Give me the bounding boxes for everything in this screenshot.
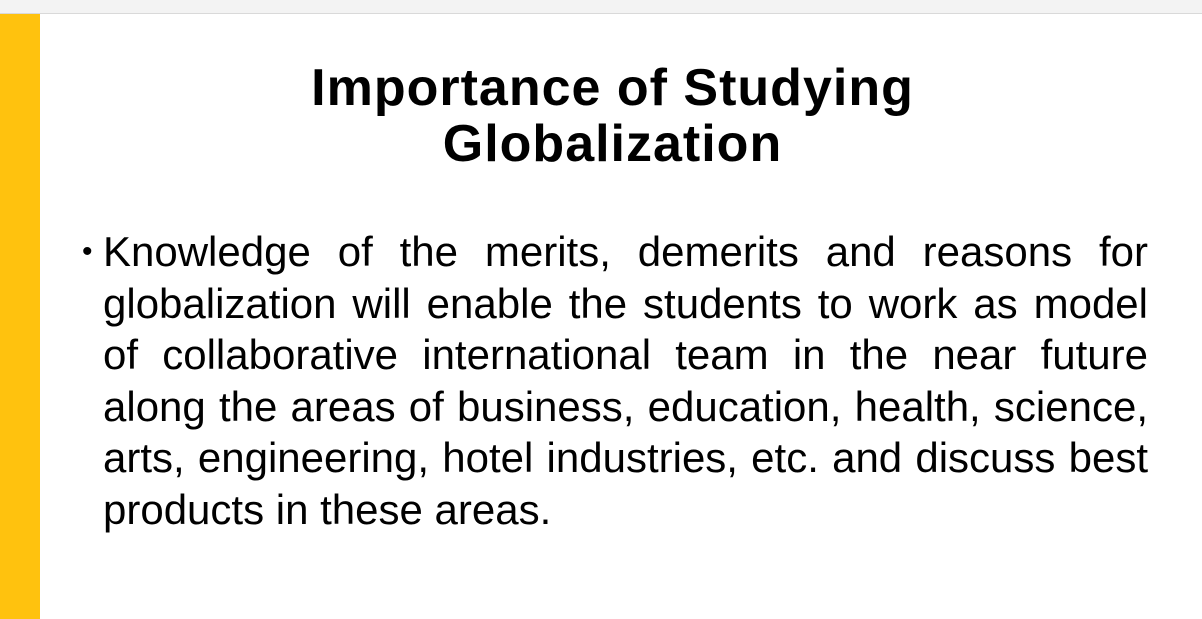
slide-canvas xyxy=(0,14,1202,619)
slide-title: Importance of Studying Globalization xyxy=(311,59,914,173)
bullet-item xyxy=(78,226,1148,535)
window-top-bar xyxy=(0,0,1202,14)
accent-bar xyxy=(0,14,40,619)
bullet-marker: • xyxy=(82,235,93,268)
bullet-text: Knowledge of the merits, demerits and reasons for globalization will enable the students to work as model of collaborative international team in the near future along the areas of business, education, health, science, arts, engineering, hotel industries, etc. and discuss best products in these areas. xyxy=(103,228,1148,533)
bullet-list xyxy=(78,226,1148,535)
